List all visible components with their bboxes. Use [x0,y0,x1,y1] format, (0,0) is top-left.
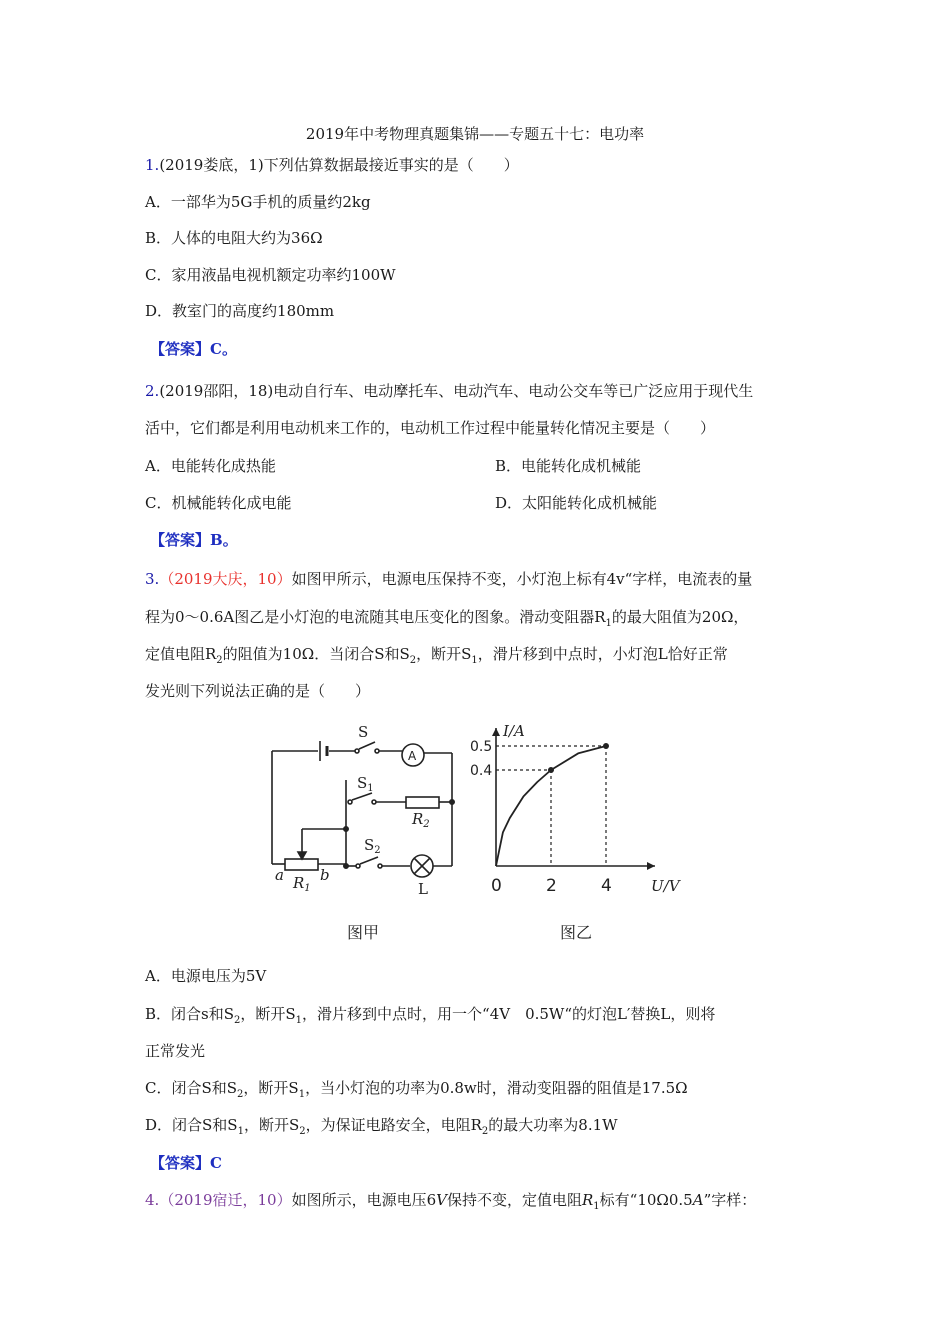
iu-chart [470,722,682,896]
q2-option-b: B．电能转化成机械能 [495,457,642,475]
subscript: 2 [299,1126,306,1137]
label-l: L [418,880,428,898]
label-r1-sub: 1 [304,883,311,894]
text-part: ，滑片移到中点时，用一个“4V 0.5W“的灯泡L′替换L，则将 [302,1005,716,1023]
label-ammeter: A [408,749,417,763]
q3-option-b [145,1004,715,1024]
circuit-diagram [272,741,454,877]
resistor-r2 [406,797,439,808]
slider-arrow-icon [298,852,306,859]
question-3-stem-line4: 发光则下列说法正确的是（ ） [145,682,371,700]
q1-option-b: B．人体的电阻大约为36Ω [145,229,323,247]
x-tick-label: 0 [491,876,502,896]
question-source: （2019宿迁，10） [159,1191,292,1209]
text-part: R [581,1191,594,1209]
y-axis-label: I/A [503,722,525,740]
text-part: ，断开S [416,645,472,663]
answer-value: C。 [210,340,237,358]
switch-s1-blade [352,793,372,800]
label-r2 [411,810,430,830]
subscript: 1 [605,618,612,629]
text-part: 程为0～0.6A图乙是小灯泡的电流随其电压变化的图象。滑动变阻器R [145,608,606,626]
text-part: D．闭合S和S [145,1116,238,1134]
question-number: 3. [145,570,160,588]
label-a: a [275,866,284,884]
label-r1 [292,874,311,894]
text-part: 定值电阻R [145,645,217,663]
x-axis-arrow-icon [647,862,655,870]
switch-s1-contact [372,800,376,804]
question-2-stem-line2: 活中，它们都是利用电动机来工作的，电动机工作过程中能量转化情况主要是（ ） [145,419,716,437]
label-s1-main: S [357,774,368,792]
q1-option-a: A．一部华为5G手机的质量约2kg [145,193,371,211]
q3-option-b-continued: 正常发光 [145,1042,206,1060]
answer-label: 【答案】 [150,340,211,358]
page-title: 2019年中考物理真题集锦——专题五十七：电功率 [305,125,645,143]
junction-dot [344,864,348,868]
question-number: 1. [145,156,160,174]
text-part: ，滑片移到中点时，小灯泡L恰好正常 [477,645,728,663]
y-axis-arrow-icon [492,728,500,736]
text-part: B．闭合s和S [145,1005,234,1023]
subscript: 2 [481,1126,489,1137]
subscript: 1 [295,1015,303,1026]
text-part: 保持不变，定值电阻 [446,1191,582,1209]
question-4-stem [145,1190,756,1210]
question-number: 4. [145,1191,160,1209]
switch-s2-contact [356,864,360,868]
text-part: 标有“10Ω0.5 [599,1191,693,1209]
text-part: V [436,1191,447,1209]
text-part: 的阻值为10Ω．当闭合S和S [222,645,410,663]
label-s2-sub: 2 [374,845,381,856]
q3-option-c [145,1078,688,1098]
switch-s2-blade [360,857,378,864]
text-part: ”字样： [703,1191,757,1209]
answer-value: B。 [210,531,238,549]
q3-option-a: A．电源电压为5V [145,967,267,985]
text-part: ，断开S [240,1005,296,1023]
text-part: ，断开S [243,1116,300,1134]
junction-dot [450,800,454,804]
subscript: 1 [471,655,478,666]
text-part: ，当小灯泡的功率为0.8w时，滑动变阻器的阻值是17.5Ω [305,1079,688,1097]
question-number: 2. [145,382,160,400]
figure-caption-yi: 图乙 [560,923,593,942]
q3-option-d [145,1115,618,1135]
label-r2-main: R [412,810,424,828]
x-tick-label: 4 [601,876,612,896]
question-text: (2019邵阳，18)电动自行车、电动摩托车、电动汽车、电动公交车等已广泛应用于现代生 [159,382,754,400]
q2-option-c: C．机械能转化成电能 [145,494,292,512]
label-r2-sub: 2 [423,819,430,830]
switch-s2-contact [378,864,382,868]
subscript: 2 [409,655,417,666]
question-source: （2019大庆，10） [159,570,292,588]
figure-caption-jia: 图甲 [347,923,380,942]
question-text: (2019娄底，1)下列估算数据最接近事实的是（ ） [159,156,519,174]
question-text: 如图甲所示，电源电压保持不变，小灯泡上标有4v“字样，电流表的量 [291,570,753,588]
answer-value: C [210,1154,222,1172]
subscript: 2 [234,1015,241,1026]
q2-option-a: A．电能转化成热能 [145,457,276,475]
label-s1 [357,774,374,794]
label-r1-main: R [293,874,305,892]
label-s2 [364,836,381,856]
q3-answer [150,1153,222,1173]
switch-s-contact [355,749,359,753]
label-s1-sub: 1 [367,783,374,794]
text-part: C．闭合S和S [145,1079,238,1097]
text-part: 的最大阻值为20Ω， [611,608,749,626]
text-part: ，为保证电路安全，电阻R [305,1116,482,1134]
circuit-labels [275,723,430,898]
subscript: 1 [593,1201,600,1212]
label-s: S [358,723,369,741]
switch-s-contact [375,749,379,753]
label-s2-main: S [364,836,375,854]
subscript: 2 [237,1089,244,1100]
q2-option-d: D．太阳能转化成机械能 [495,494,658,512]
answer-label: 【答案】 [150,531,211,549]
junction-dot [344,827,348,831]
text-part: 的最大功率为8.1W [488,1116,618,1134]
data-point [603,743,609,749]
subscript: 1 [298,1089,306,1100]
y-tick-label: 0.4 [470,763,493,779]
x-tick-label: 2 [546,876,557,896]
label-b: b [320,866,330,884]
answer-label: 【答案】 [150,1154,211,1172]
x-axis-label: U/V [651,877,680,895]
text-part: 如图所示，电源电压6 [291,1191,437,1209]
data-point [548,767,554,773]
subscript: 1 [237,1126,244,1137]
switch-s1-contact [348,800,352,804]
q1-option-c: C．家用液晶电视机额定功率约100W [145,266,396,284]
q1-option-d: D．教室门的高度约180mm [145,302,335,320]
text-part: ，断开S [243,1079,299,1097]
y-tick-label: 0.5 [470,739,493,755]
switch-s-blade [359,742,375,749]
text-part: A [692,1191,704,1209]
subscript: 2 [216,655,223,666]
rheostat-r1 [285,859,318,870]
